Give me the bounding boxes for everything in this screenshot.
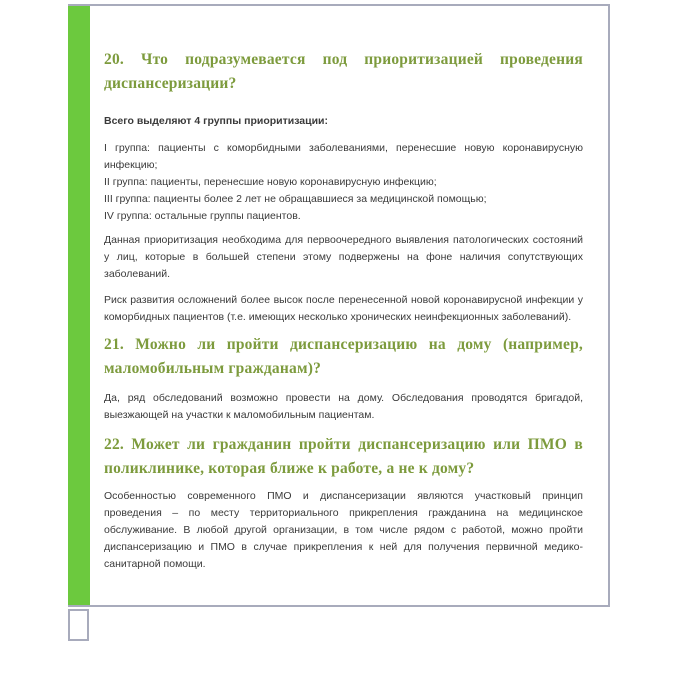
text-line: Всего выделяют 4 группы приоритизации: (104, 115, 329, 127)
text-line: диспансеризации? (104, 75, 237, 92)
prioritization-rationale-paragraph (104, 232, 583, 283)
question-22-heading (104, 433, 583, 481)
text-line: 20. Что подразумевается под приоритизацией проведения (104, 51, 583, 68)
complication-risk-paragraph (104, 292, 583, 326)
text-line: маломобильным гражданам)? (104, 360, 322, 377)
question-21-answer (104, 390, 583, 424)
text-line: диспансеризацию и ПМО в случае прикрепления к ней для получения первичной медико- (104, 541, 583, 553)
priority-group-2 (104, 174, 583, 191)
text-line: Данная приоритизация необходима для первоочередного выявления патологических состояний (104, 234, 583, 246)
text-line: 22. Может ли гражданин пройти диспансеризацию или ПМО в (104, 436, 583, 453)
text-line: обслуживание. В любой другой организации, в том числе рядом с работой, можно пройти (104, 524, 583, 536)
priority-group-1 (104, 140, 583, 174)
text-line: выезжающей на участки к маломобильным пациентам. (104, 409, 375, 421)
text-line: 21. Можно ли пройти диспансеризацию на дому (например, (104, 336, 583, 353)
priority-groups-intro (104, 113, 583, 130)
text-line: I группа: пациенты с коморбидными заболеваниями, перенесшие новую коронавирусную (104, 142, 583, 154)
text-line: проведения – по месту территориального прикрепления гражданина на медицинское (104, 507, 583, 519)
next-page-corner (68, 609, 89, 641)
question-20-heading (104, 48, 583, 96)
text-line: у лиц, которые в большей степени этому подвержены на фоне наличия сопутствующих (104, 251, 583, 263)
priority-group-4 (104, 208, 583, 225)
text-line: поликлинике, которая ближе к работе, а не к дому? (104, 460, 475, 477)
green-accent-stripe (68, 6, 90, 605)
text-line: санитарной помощи. (104, 558, 206, 570)
text-line: II группа: пациенты, перенесшие новую коронавирусную инфекцию; (104, 176, 437, 188)
text-line: III группа: пациенты более 2 лет не обращавшиеся за медицинской помощью; (104, 193, 487, 205)
question-21-heading (104, 333, 583, 381)
text-line: Риск развития осложнений более высок после перенесенной новой коронавирусной инфекции у (104, 294, 583, 306)
text-line: коморбидных пациентов (т.е. имеющих несколько хронических неинфекционных заболеваний). (104, 311, 572, 323)
page-content (104, 6, 583, 573)
priority-group-3 (104, 191, 583, 208)
text-line: заболеваний. (104, 268, 170, 280)
text-line: Особенностью современного ПМО и диспансеризации являются участковый принцип (104, 490, 583, 502)
text-line: IV группа: остальные группы пациентов. (104, 210, 301, 222)
text-line: Да, ряд обследований возможно провести на дому. Обследования проводятся бригадой, (104, 392, 583, 404)
text-line: инфекцию; (104, 159, 158, 171)
question-22-answer (104, 488, 583, 573)
